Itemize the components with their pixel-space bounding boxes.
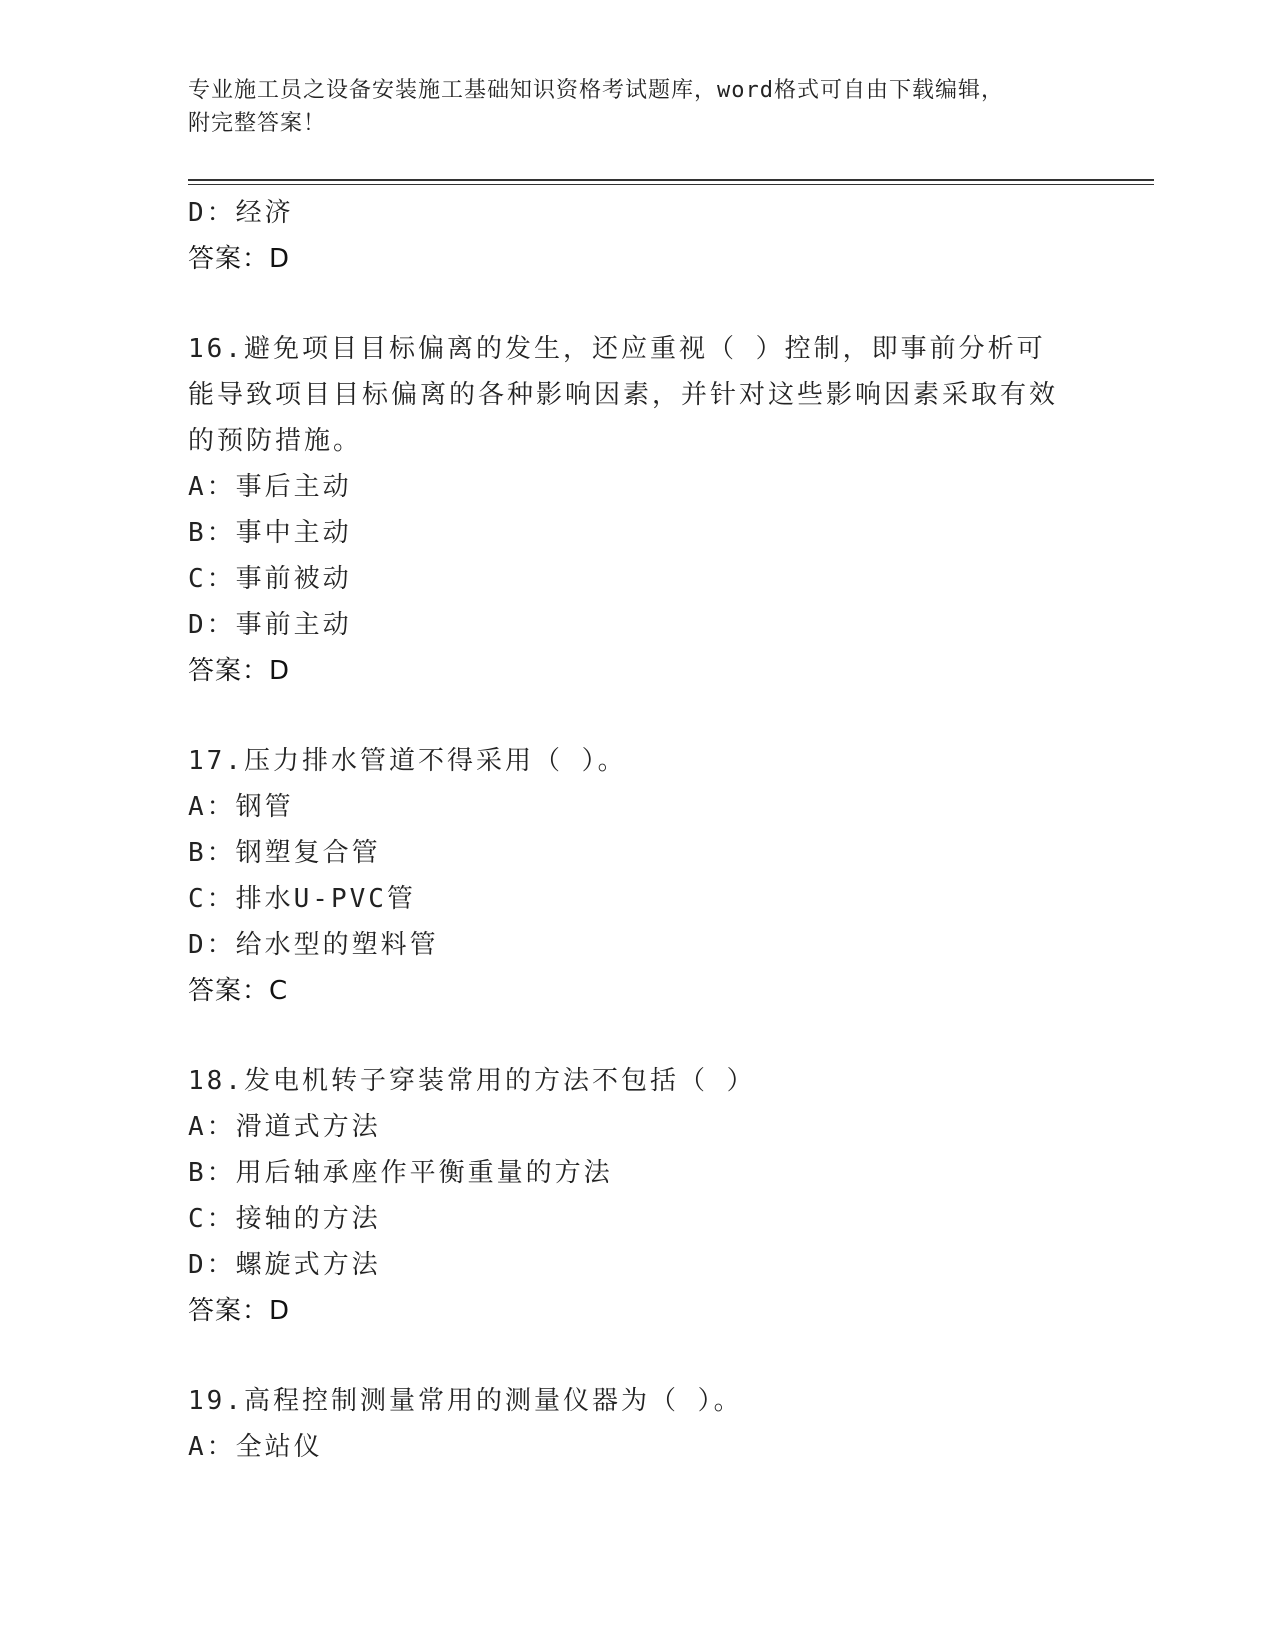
option-a: A：滑道式方法	[188, 1112, 381, 1142]
spacer	[188, 1014, 1088, 1058]
question-stem: 17.压力排水管道不得采用（ ）。	[188, 746, 627, 776]
option-b: B：事中主动	[188, 518, 352, 548]
answer-line: 答案：D	[188, 656, 291, 686]
question-16	[188, 326, 1088, 694]
option-d: D：事前主动	[188, 610, 352, 640]
header-line-2: 附完整答案！	[188, 111, 327, 136]
header-rule-thick	[188, 179, 1154, 181]
spacer	[188, 694, 1088, 738]
option-c: C：接轴的方法	[188, 1204, 381, 1234]
page-header	[188, 74, 1088, 140]
answer-line: 答案：D	[188, 1296, 291, 1326]
option-c: C：事前被动	[188, 564, 352, 594]
header-rule-thin	[188, 184, 1154, 185]
question-stem: 18.发电机转子穿装常用的方法不包括（ ）	[188, 1066, 756, 1096]
question-17	[188, 738, 1088, 1014]
option-b: B：钢塑复合管	[188, 838, 381, 868]
answer-line: 答案：D	[188, 244, 291, 274]
option-d: D：螺旋式方法	[188, 1250, 381, 1280]
option-b: B：用后轴承座作平衡重量的方法	[188, 1158, 613, 1188]
spacer	[188, 282, 1088, 326]
option-d: D：给水型的塑料管	[188, 930, 439, 960]
option-c: C：排水U-PVC管	[188, 884, 416, 914]
question-stem: 19.高程控制测量常用的测量仪器为（ ）。	[188, 1386, 743, 1416]
option-a: A：全站仪	[188, 1432, 323, 1462]
question-list	[188, 190, 1088, 1470]
spacer	[188, 1334, 1088, 1378]
previous-question-tail	[188, 190, 1088, 282]
answer-line: 答案：C	[188, 976, 289, 1006]
option-d: D：经济	[188, 198, 294, 228]
question-18	[188, 1058, 1088, 1334]
option-a: A：事后主动	[188, 472, 352, 502]
question-19	[188, 1378, 1088, 1470]
header-line-1: 专业施工员之设备安装施工基础知识资格考试题库，word格式可自由下载编辑，	[188, 78, 1004, 103]
question-stem: 16.避免项目目标偏离的发生，还应重视（ ）控制，即事前分析可能导致项目目标偏离的各种影响因素，并针对这些影响因素采取有效的预防措施。	[188, 334, 1059, 456]
option-a: A：钢管	[188, 792, 294, 822]
